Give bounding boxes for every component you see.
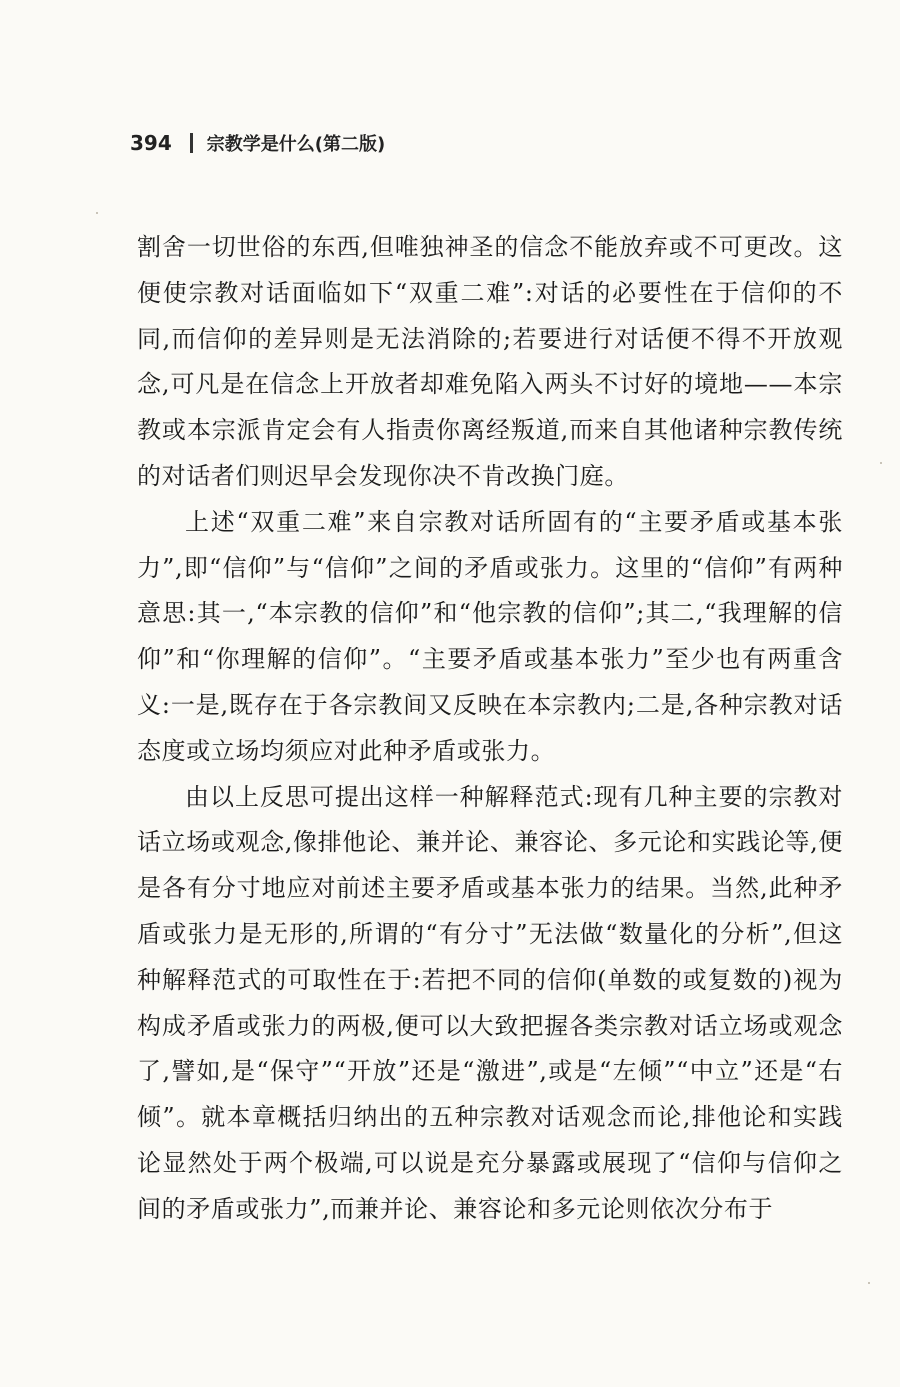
page-number: 394 bbox=[130, 131, 172, 155]
body-text bbox=[137, 225, 843, 1233]
paper-speck bbox=[96, 212, 98, 214]
paragraph-2: 上述“双重二难”来自宗教对话所固有的“主要矛盾或基本张力”,即“信仰”与“信仰”之间的矛盾或张力。这里的“信仰”有两种意思:其一,“本宗教的信仰”和“他宗教的信仰”;其二,“我理解的信仰”和“你理解的信仰”。“主要矛盾或基本张力”至少也有两重含义:一是,既存在于各宗教间又反映在本宗教内;二是,各种宗教对话态度或立场均须应对此种矛盾或张力。 bbox=[137, 507, 843, 765]
header-separator bbox=[190, 133, 193, 153]
paragraph-3: 由以上反思可提出这样一种解释范式:现有几种主要的宗教对话立场或观念,像排他论、兼并论、兼容论、多元论和实践论等,便是各有分寸地应对前述主要矛盾或基本张力的结果。当然,此种矛盾或张力是无形的,所谓的“有分寸”无法做“数量化的分析”,但这种解释范式的可取性在于:若把不同的信仰(单数的或复数的)视为构成矛盾或张力的两极,便可以大致把握各类宗教对话立场或观念了,譬如,是“保守”“开放”还是“激进”,或是“左倾”“中立”还是“右倾”。就本章概括归纳出的五种宗教对话观念而论,排他论和实践论显然处于两个极端,可以说是充分暴露或展现了“信仰与信仰之间的矛盾或张力”,而兼并论、兼容论和多元论则依次分布于 bbox=[137, 782, 843, 1223]
book-title: 宗教学是什么(第二版) bbox=[206, 134, 386, 155]
paragraph-1: 割舍一切世俗的东西,但唯独神圣的信念不能放弃或不可更改。这便使宗教对话面临如下“双重二难”:对话的必要性在于信仰的不同,而信仰的差异则是无法消除的;若要进行对话便不得不开放观念,可凡是在信念上开放者却难免陷入两头不讨好的境地——本宗教或本宗派肯定会有人指责你离经叛道,而来自其他诸种宗教传统的对话者们则迟早会发现你决不肯改换门庭。 bbox=[137, 233, 843, 490]
paper-speck bbox=[880, 462, 882, 464]
running-header bbox=[130, 125, 385, 161]
paper-speck bbox=[868, 1282, 870, 1284]
